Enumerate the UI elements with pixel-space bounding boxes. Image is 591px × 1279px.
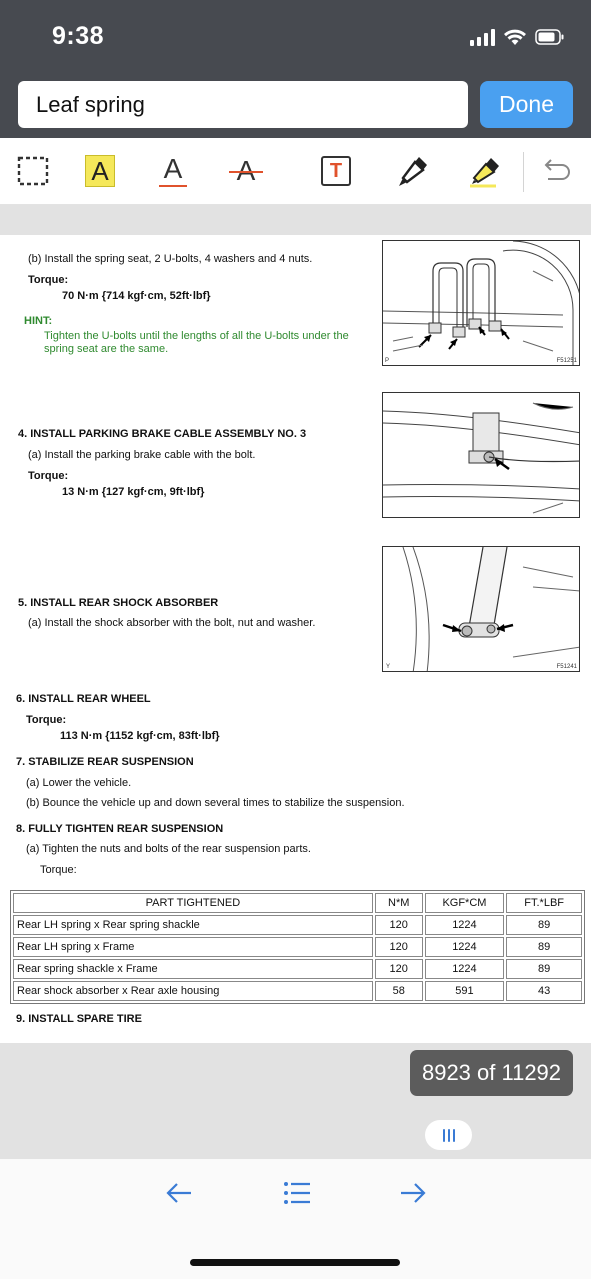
table-cell: 1224 bbox=[425, 915, 505, 935]
back-arrow-icon[interactable] bbox=[164, 1178, 194, 1208]
shock-absorber-diagram bbox=[382, 546, 580, 672]
table-cell: Rear spring shackle x Frame bbox=[13, 959, 373, 979]
torque-label: Torque: bbox=[28, 274, 69, 286]
strikethrough-text-tool[interactable] bbox=[229, 152, 263, 190]
undo-icon[interactable] bbox=[541, 152, 573, 190]
underline-text-icon: A bbox=[163, 153, 183, 184]
pen-tool-icon[interactable] bbox=[394, 152, 428, 190]
step9-title: 9. INSTALL SPARE TIRE bbox=[16, 1013, 142, 1025]
table-header-row bbox=[13, 893, 582, 913]
step5a-text: (a) Install the shock absorber with the bolt, nut and washer. bbox=[28, 617, 316, 629]
step3-torque-value: 70 N·m {714 kgf·cm, 52ft·lbf} bbox=[62, 290, 211, 302]
done-button[interactable]: Done bbox=[480, 81, 573, 128]
step8-title: 8. FULLY TIGHTEN REAR SUSPENSION bbox=[16, 823, 224, 835]
figure-3-corner-label: Y bbox=[386, 664, 391, 670]
step8a-text: (a) Tighten the nuts and bolts of the rear suspension parts. bbox=[26, 843, 311, 855]
torque-label-3: Torque: bbox=[26, 714, 67, 726]
table-cell: Rear LH spring x Rear spring shackle bbox=[13, 915, 373, 935]
figure-1-corner-label: P bbox=[385, 358, 390, 364]
underline-mark bbox=[159, 185, 187, 187]
table-cell: 120 bbox=[375, 915, 423, 935]
annotation-toolbar bbox=[0, 138, 591, 205]
step6-torque-value: 113 N·m {1152 kgf·cm, 83ft·lbf} bbox=[60, 730, 220, 742]
highlight-text-icon: A bbox=[85, 155, 115, 187]
table-cell: 591 bbox=[425, 981, 505, 1001]
torque-table bbox=[10, 890, 585, 1004]
table-row bbox=[13, 915, 582, 935]
hint-label: HINT: bbox=[24, 315, 53, 327]
column-header: PART TIGHTENED bbox=[13, 893, 373, 913]
step4-torque-value: 13 N·m {127 kgf·cm, 9ft·lbf} bbox=[62, 486, 205, 498]
table-cell: 120 bbox=[375, 937, 423, 957]
selection-tool-icon[interactable] bbox=[16, 152, 50, 190]
hint-line-2: spring seat are the same. bbox=[44, 343, 169, 355]
step7b-text: (b) Bounce the vehicle up and down several times to stabilize the suspension. bbox=[26, 797, 405, 809]
toolbar-divider bbox=[523, 152, 524, 192]
table-cell: 1224 bbox=[425, 959, 505, 979]
wifi-icon bbox=[503, 28, 527, 46]
status-icons bbox=[470, 26, 565, 48]
column-header: N*M bbox=[375, 893, 423, 913]
table-row bbox=[13, 937, 582, 957]
u-bolt-diagram bbox=[382, 240, 580, 366]
table-cell: 1224 bbox=[425, 937, 505, 957]
scroll-grip-handle[interactable] bbox=[425, 1120, 472, 1150]
home-indicator[interactable] bbox=[190, 1259, 400, 1266]
document-page bbox=[0, 235, 591, 1043]
list-icon[interactable] bbox=[282, 1178, 312, 1208]
table-cell: Rear shock absorber x Rear axle housing bbox=[13, 981, 373, 1001]
table-cell: 43 bbox=[506, 981, 582, 1001]
step5-title: 5. INSTALL REAR SHOCK ABSORBER bbox=[18, 597, 219, 609]
figure-3-code: F51241 bbox=[556, 664, 577, 670]
underline-text-tool[interactable] bbox=[157, 152, 189, 190]
cellular-signal-icon bbox=[470, 28, 495, 46]
battery-icon bbox=[535, 29, 565, 45]
table-row bbox=[13, 981, 582, 1001]
step7-title: 7. STABILIZE REAR SUSPENSION bbox=[16, 756, 194, 768]
strike-mark bbox=[229, 171, 263, 173]
highlighter-tool-icon[interactable] bbox=[466, 152, 500, 190]
top-header bbox=[0, 0, 591, 138]
step7a-text: (a) Lower the vehicle. bbox=[26, 777, 132, 789]
step4-title: 4. INSTALL PARKING BRAKE CABLE ASSEMBLY NO. 3 bbox=[18, 428, 307, 440]
table-cell: 58 bbox=[375, 981, 423, 1001]
step4a-text: (a) Install the parking brake cable with the bolt. bbox=[28, 449, 256, 461]
hint-line-1: Tighten the U-bolts until the lengths of all the U-bolts under the bbox=[44, 330, 349, 342]
table-cell: Rear LH spring x Frame bbox=[13, 937, 373, 957]
parking-brake-diagram bbox=[382, 392, 580, 518]
table-cell: 89 bbox=[506, 959, 582, 979]
step3b-text: (b) Install the spring seat, 2 U-bolts, 4 washers and 4 nuts. bbox=[28, 253, 313, 265]
search-input[interactable]: Leaf spring bbox=[36, 92, 145, 117]
text-box-tool[interactable] bbox=[320, 152, 352, 190]
table-cell: 89 bbox=[506, 915, 582, 935]
figure-1-code: F51251 bbox=[556, 358, 577, 364]
highlight-text-tool[interactable] bbox=[84, 152, 116, 190]
column-header: FT.*LBF bbox=[506, 893, 582, 913]
column-header: KGF*CM bbox=[425, 893, 505, 913]
step8-torque-label: Torque: bbox=[40, 864, 77, 876]
status-time: 9:38 bbox=[52, 22, 105, 50]
search-field[interactable] bbox=[18, 81, 468, 128]
step6-title: 6. INSTALL REAR WHEEL bbox=[16, 693, 151, 705]
forward-arrow-icon[interactable] bbox=[398, 1178, 428, 1208]
torque-label-2: Torque: bbox=[28, 470, 69, 482]
table-cell: 120 bbox=[375, 959, 423, 979]
text-box-icon: T bbox=[321, 156, 351, 186]
page-counter: 8923 of 11292 bbox=[410, 1050, 573, 1096]
page-gap bbox=[0, 205, 591, 235]
table-cell: 89 bbox=[506, 937, 582, 957]
table-row bbox=[13, 959, 582, 979]
